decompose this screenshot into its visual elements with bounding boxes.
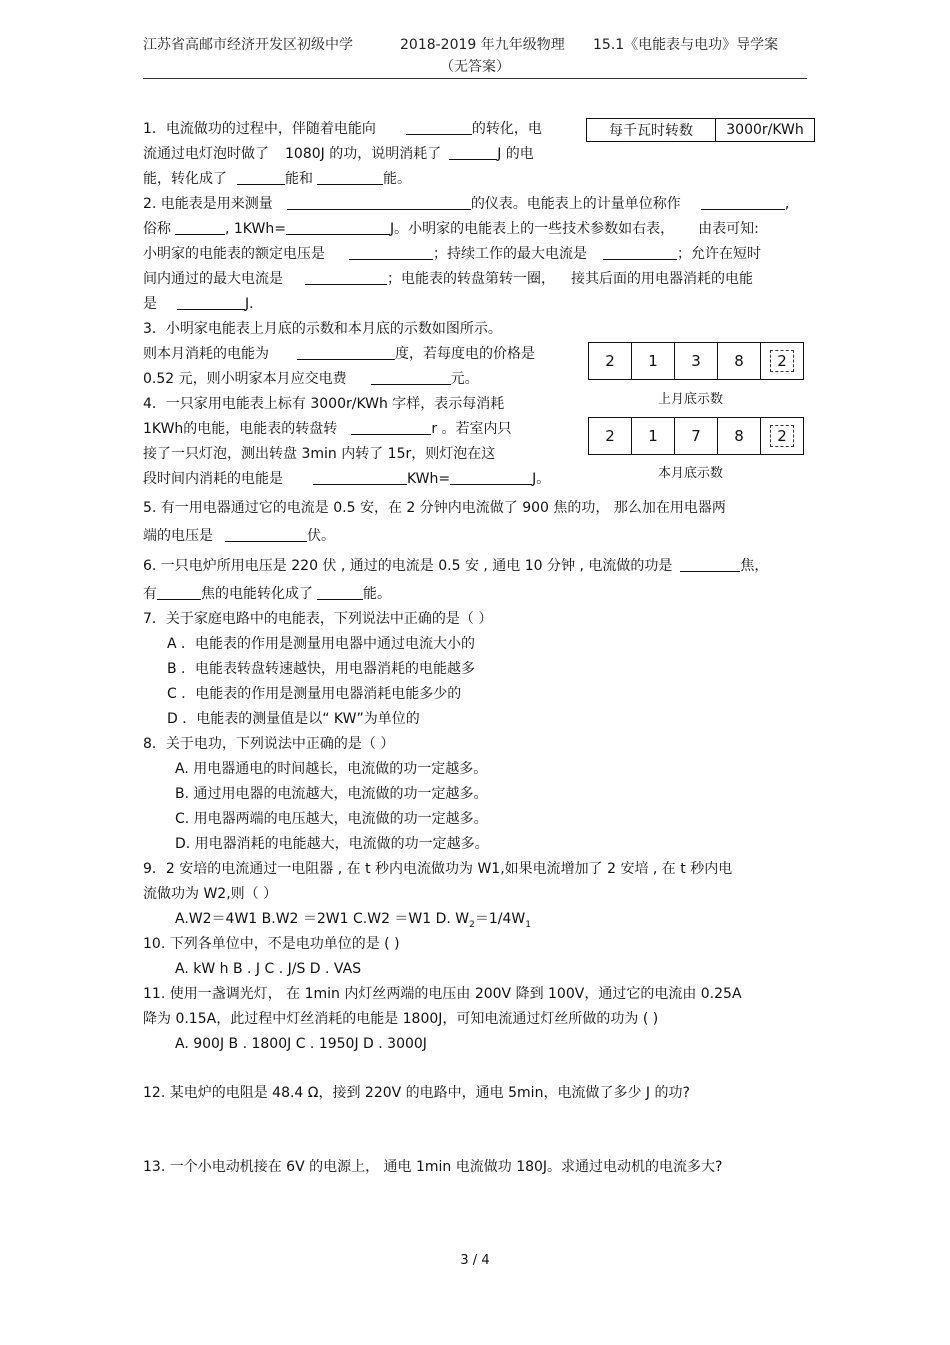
q7-option-a: A ．电能表的作用是测量用电器中通过电流大小的	[167, 636, 476, 652]
q11-line2: 降为 0.15A，此过程中灯丝消耗的电能是 1800J，可知电流通过灯丝所做的功为 ( )	[143, 1011, 659, 1027]
q2-line1: 2. 电能表是用来测量 的仪表。电能表上的计量单位称作 ,	[143, 196, 790, 212]
q3-line1: 3．小明家电能表上月底的示数和本月底的示数如图所示。	[143, 321, 502, 337]
spec-label: 每千瓦时转数	[587, 119, 716, 142]
meter-digit-decimal: 2	[760, 417, 804, 455]
q12-stem: 12. 某电炉的电阻是 48.4 Ω，接到 220V 的电路中，通电 5min，电流做了多少 J 的功?	[143, 1085, 690, 1101]
q1-line2: 流通过电灯泡时做了 1080J 的功，说明消耗了 J 的电	[143, 146, 534, 162]
meter-this-month-caption: 本月底示数	[658, 466, 724, 481]
q4-line2: 1KWh的电能，电能表的转盘转 r 。若室内只	[143, 421, 512, 437]
q7-option-c: C ．电能表的作用是测量用电器消耗电能多少的	[167, 686, 462, 702]
q7-option-b: B ．电能表转盘转速越快，用电器消耗的电能越多	[167, 661, 476, 677]
q8-stem: 8．关于电功，下列说法中正确的是（ ）	[143, 736, 395, 752]
q9-options: A.W2＝4W1 B.W2 ＝2W1 C.W2 ＝W1 D. $W_2=1/4W_1$	[175, 911, 531, 930]
meter-last-month-caption: 上月底示数	[658, 392, 724, 407]
q7-option-d: D ．电能表的测量值是以“ KW”为单位的	[167, 711, 420, 727]
header-rule	[143, 78, 807, 79]
q9-line2: 流做功为 W2,则（ ）	[143, 886, 278, 902]
meter-digit: 2	[588, 417, 632, 455]
meter-this-month	[588, 417, 804, 455]
q3-line3: 0.52 元，则小明家本月应交电费 元。	[143, 371, 479, 387]
q2-line3: 小明家的电能表的额定电压是 ；持续工作的最大电流是 ；允许在短时	[143, 246, 761, 262]
header-school: 江苏省高邮市经济开发区初级中学	[143, 37, 353, 53]
q10-stem: 10. 下列各单位中，不是电功单位的是 ( )	[143, 936, 400, 952]
q1-line3: 能，转化成了 能和 能。	[143, 171, 411, 187]
q6-line1: 6. 一只电炉所用电压是 220 伏 , 通过的电流是 0.5 安 , 通电 10 分钟 , 电流做的功是 焦，	[143, 558, 769, 574]
q8-option-d: D. 用电器消耗的电能越大，电流做的功一定越多。	[175, 836, 489, 852]
header-title: 15.1《电能表与电功》导学案	[593, 37, 779, 53]
meter-digit: 1	[631, 342, 675, 380]
q4-line1: 4．一只家用电能表上标有 3000r/KWh 字样，表示每消耗	[143, 396, 505, 412]
meter-digit: 3	[674, 342, 718, 380]
header-course: 2018-2019 年九年级物理	[400, 37, 565, 53]
q4-line4: 段时间内消耗的电能是 KWh= J。	[143, 471, 551, 487]
q5-line1: 5. 有一用电器通过它的电流是 0.5 安，在 2 分钟内电流做了 900 焦的功， 那么加在用电器两	[143, 500, 726, 516]
meter-digit-decimal: 2	[760, 342, 804, 380]
meter-digit: 7	[674, 417, 718, 455]
q7-stem: 7．关于家庭电路中的电能表，下列说法中正确的是（ ）	[143, 611, 493, 627]
q4-line3: 接了一只灯泡，测出转盘 3min 内转了 15r，则灯泡在这	[143, 446, 496, 462]
meter-spec-table	[586, 118, 815, 142]
q13-stem: 13. 一个小电动机接在 6V 的电源上， 通电 1min 电流做功 180J。求通过电动机的电流多大?	[143, 1159, 723, 1175]
q10-options: A. kW h B . J C . J/S D . VAS	[175, 961, 362, 977]
q2-line4: 间内通过的最大电流是 ；电能表的转盘第转一圈， 接其后面的用电器消耗的电能	[143, 271, 753, 287]
q2-line5: 是 J.	[143, 296, 254, 312]
q1-line1: 1．电流做功的过程中，伴随着电能向 的转化，电	[143, 121, 542, 137]
meter-digit: 8	[717, 342, 761, 380]
q11-options: A. 900J B . 1800J C . 1950J D . 3000J	[175, 1036, 427, 1052]
page-number: 3 / 4	[460, 1253, 490, 1268]
q9-line1: 9．2 安培的电流通过一电阻器 , 在 t 秒内电流做功为 W1,如果电流增加了 2 安培 , 在 t 秒内电	[143, 861, 733, 877]
meter-last-month	[588, 342, 804, 380]
q11-line1: 11. 使用一盏调光灯， 在 1min 内灯丝两端的电压由 200V 降到 100V，通过它的电流由 0.25A	[143, 986, 742, 1002]
q2-line2: 俗称 , 1KWh= J。小明家的电能表上的一些技术参数如右表， 由表可知:	[143, 221, 759, 237]
meter-digit: 1	[631, 417, 675, 455]
header-subtitle: （无答案）	[440, 59, 510, 75]
q8-option-b: B. 通过用电器的电流越大，电流做的功一定越多。	[175, 786, 488, 802]
meter-digit: 8	[717, 417, 761, 455]
q8-option-c: C. 用电器两端的电压越大，电流做的功一定越多。	[175, 811, 488, 827]
q8-option-a: A. 用电器通电的时间越长，电流做的功一定越多。	[175, 761, 488, 777]
q5-line2: 端的电压是 伏。	[143, 528, 335, 544]
q3-line2: 则本月消耗的电能为 度，若每度电的价格是	[143, 346, 535, 362]
q6-line2: 有 焦的电能转化成了 能。	[143, 586, 391, 602]
meter-digit: 2	[588, 342, 632, 380]
spec-value: 3000r/KWh	[716, 119, 815, 142]
